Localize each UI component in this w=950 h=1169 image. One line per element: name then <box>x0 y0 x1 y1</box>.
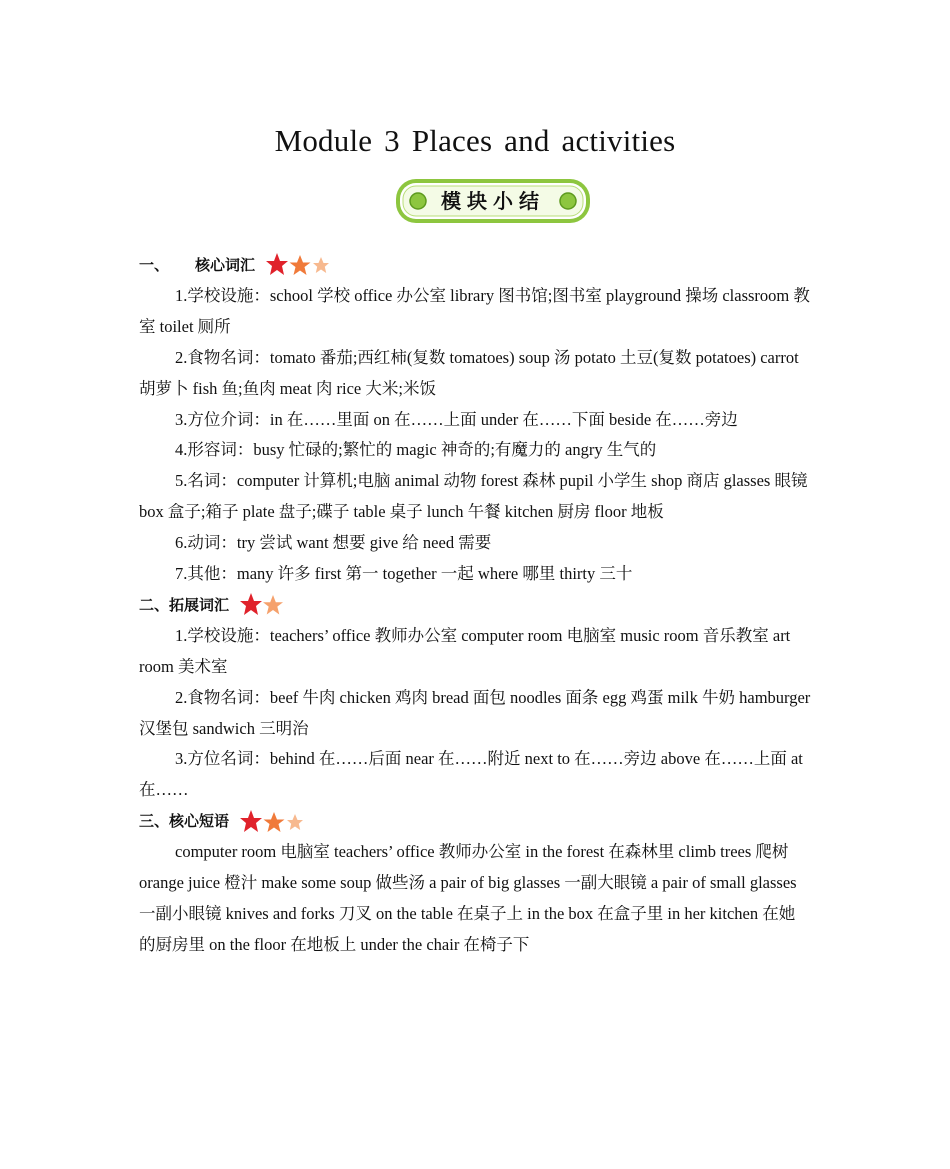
paragraph: 2.食物名词：beef 牛肉 chicken 鸡肉 bread 面包 noodles 面条 egg 鸡蛋 milk 牛奶 hamburger 汉堡包 sandwich 三明治 <box>139 687 811 738</box>
badge-label: 模块小结 <box>441 189 545 213</box>
paragraph: 7.其他：many 许多 first 第一 together 一起 where 哪里 thirty 三十 <box>175 564 633 584</box>
star-rating <box>239 807 303 837</box>
section-heading-core-vocabulary <box>139 250 811 281</box>
page-title: Module 3 Places and activities <box>274 123 676 158</box>
module-summary-badge <box>394 176 592 226</box>
star-icon <box>240 810 262 832</box>
section-number: 一、 <box>139 256 170 274</box>
section-title: 三、核心短语 <box>139 812 230 831</box>
paragraph: 3.方位名词：behind 在……后面 near 在……附近 next to 在……旁边 above 在……上面 at 在…… <box>139 749 803 800</box>
star-icon <box>313 257 329 273</box>
vocabulary-content <box>139 250 811 961</box>
section-title: 核心词汇 <box>195 256 256 274</box>
paragraph: 1.学校设施：school 学校 office 办公室 library 图书馆;图书室 playground 操场 classroom 教室 toilet 厕所 <box>139 285 810 336</box>
star-icon <box>240 593 262 615</box>
paragraph: 4.形容词：busy 忙碌的;繁忙的 magic 神奇的;有魔力的 angry 生气的 <box>175 440 657 460</box>
paragraph: 5.名词：computer 计算机;电脑 animal 动物 forest 森林 pupil 小学生 shop 商店 glasses 眼镜 box 盒子;箱子 plate 盘子;碟子 table 桌子 lunch 午餐 kitchen 厨房 floor 地板 <box>139 471 808 522</box>
star-icon <box>287 814 303 830</box>
star-icon <box>264 812 285 832</box>
star-rating <box>265 250 329 280</box>
star-icon <box>263 595 283 615</box>
paragraph: 6.动词：try 尝试 want 想要 give 给 need 需要 <box>175 533 492 553</box>
star-icon <box>266 253 288 275</box>
section-heading-core-phrases <box>139 806 811 837</box>
paragraph: 1.学校设施：teachers’ office 教师办公室 computer room 电脑室 music room 音乐教室 art room 美术室 <box>139 625 791 676</box>
star-rating <box>239 590 283 620</box>
paragraph: 2.食物名词：tomato 番茄;西红柿(复数 tomatoes) soup 汤 potato 土豆(复数 potatoes) carrot 胡萝卜 fish 鱼;鱼肉 meat 肉 rice 大米;米饭 <box>139 347 799 398</box>
star-icon <box>290 255 311 275</box>
section-title: 二、拓展词汇 <box>139 595 230 614</box>
paragraph: 3.方位介词：in 在……里面 on 在……上面 under 在……下面 beside 在……旁边 <box>175 409 738 429</box>
paragraph: computer room 电脑室 teachers’ office 教师办公室 in the forest 在森林里 climb trees 爬树 orange juice 橙汁 make some soup 做些汤 a pair of big glasses 一副大眼镜 a pair of small glasses 一副小眼镜 knives and forks 刀叉 on the table 在桌子上 in the box 在盒子里 in her kitchen 在她的厨房里 on the floor 在地板上 under the chair 在椅子下 <box>139 842 797 954</box>
section-heading-extended-vocabulary <box>139 590 811 621</box>
